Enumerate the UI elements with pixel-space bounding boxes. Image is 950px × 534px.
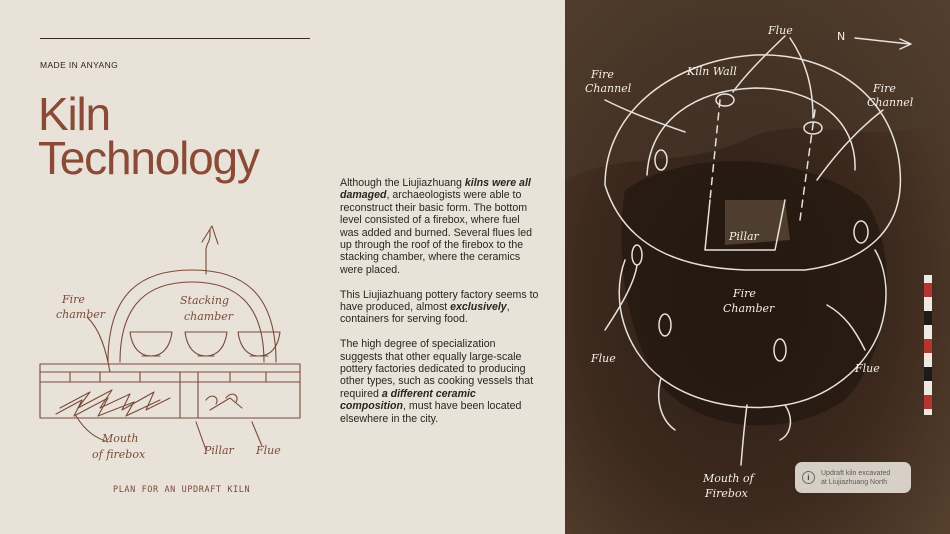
firebox-bricks: [70, 372, 266, 418]
p2-emphasis: exclusively: [450, 301, 507, 314]
top-rule: [40, 38, 310, 39]
sketch-label-stacking-2: chamber: [184, 310, 234, 323]
title-line-1: Kiln: [38, 88, 110, 140]
bowl-1: [130, 332, 172, 356]
diagram-caption: PLAN FOR AN UPDRAFT KILN: [113, 485, 251, 495]
firebox-roof: [40, 364, 300, 372]
p1-emphasis: kilns were all damaged: [340, 177, 531, 202]
label-flue-top: Flue: [768, 24, 793, 37]
updraft-kiln-sketch: [30, 222, 330, 470]
sketch-label-mouth-2: of firebox: [92, 448, 146, 461]
eyebrow-label: MADE IN ANYANG: [40, 60, 119, 70]
photo-caption-line-1: Updraft kiln excavated: [821, 469, 891, 477]
label-fire-channel-right-2: Channel: [867, 96, 914, 109]
label-pillar: Pillar: [729, 230, 759, 243]
photo-caption: [821, 469, 890, 487]
label-flue-right: Flue: [855, 362, 880, 375]
info-icon[interactable]: i: [802, 471, 815, 484]
ruler-segment-3: [924, 339, 932, 353]
body-text: [340, 177, 540, 437]
ruler-segment-4: [924, 367, 932, 381]
fire-scribble-1: [60, 390, 170, 410]
paragraph-1: [340, 177, 540, 276]
north-label: N: [837, 30, 846, 43]
p1-text-a: Although the Liujiazhuang: [340, 177, 465, 189]
scale-ruler: [924, 275, 932, 415]
label-mouth-2: Firebox: [705, 487, 748, 500]
photo-caption-line-2: at Liujiazhuang North: [821, 478, 888, 486]
flue-arrow: [252, 422, 262, 446]
label-fire-channel-right-1: Fire: [873, 82, 896, 95]
excavation-photo: [565, 0, 950, 534]
label-flue-left: Flue: [591, 352, 616, 365]
p3-text-a: The high degree of specialization suggests that other equally large-scale pottery factories dedicated to producing other types, such as cooking vessels that required: [340, 338, 534, 400]
label-fire-channel-left-2: Channel: [585, 82, 632, 95]
p2-text-c: , containers for serving food.: [340, 301, 510, 326]
p3-text-c: , must have been located elsewhere in the city.: [340, 400, 522, 425]
photo-info-card[interactable]: [795, 462, 911, 493]
page-title: [38, 88, 259, 184]
p3-emphasis: a different ceramic composition: [340, 387, 476, 413]
firebox-walls: [40, 372, 300, 418]
sketch-label-pillar: Pillar: [204, 444, 234, 457]
sketch-label-stacking-1: Stacking: [180, 294, 229, 307]
label-kiln-wall: Kiln Wall: [687, 65, 737, 78]
label-fire-channel-left-1: Fire: [591, 68, 614, 81]
sketch-label-fire-2: chamber: [56, 308, 106, 321]
bowl-2: [185, 332, 227, 356]
ruler-segment-5: [924, 395, 932, 409]
paragraph-3: [340, 338, 540, 425]
fire-scribble-3: [206, 394, 242, 410]
updraft-arrow: [206, 230, 210, 274]
p2-text-a: This Liujiazhuang pottery factory seems to have produced, almost: [340, 288, 539, 314]
sketch-label-mouth-1: Mouth: [102, 432, 139, 445]
sketch-label-fire-1: Fire: [62, 293, 85, 306]
ruler-segment-2: [924, 311, 932, 325]
label-fire-chamber-2: Chamber: [723, 302, 775, 315]
p1-text-c: , archaeologists were able to reconstruct their basic form. The bottom level consisted of a firebox, where fuel was added and burned. Several flues led up through the roof of the firebox to the stacking chamber, where the ceramics were placed.: [340, 189, 532, 276]
kiln-photo-overlay: [565, 0, 950, 534]
paragraph-2: [340, 289, 540, 326]
title-line-2: Technology: [38, 132, 259, 184]
label-fire-chamber-1: Fire: [733, 287, 756, 300]
sketch-label-flue: Flue: [256, 444, 281, 457]
label-mouth-1: Mouth of: [703, 472, 754, 485]
fire-scribble-2: [56, 398, 160, 416]
ruler-segment-1: [924, 283, 932, 297]
